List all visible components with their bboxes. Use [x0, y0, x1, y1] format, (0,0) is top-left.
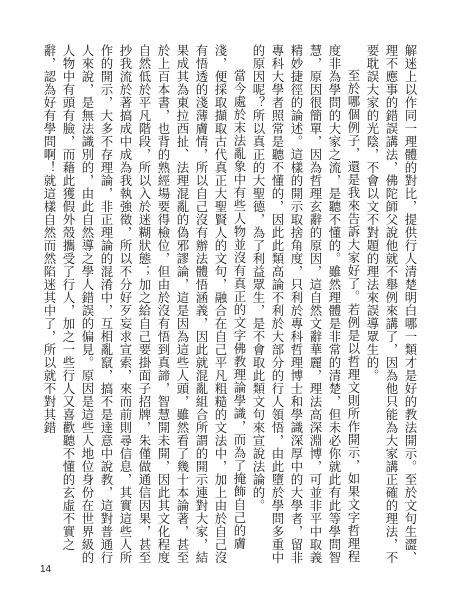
page-number: 14: [40, 564, 52, 575]
body-text: [44, 44, 420, 564]
paragraph-1: 解迷上以作同一理體的對比，提供行人清楚明白哪一類才是好的教法開示。至於文句生澀、理不應事的錯誤講法，佛陀師父說他就不舉例來講了，因為他只能為大家講正確的理法，不要耽誤大家的光陰，不會以文不對題的理法來誤導眾生的。: [365, 44, 418, 564]
paragraph-2: 至於哪個例子，還是我來告訴大家好了。若例是以哲理文則所作開示，如果文字哲理程度非為學問的大家之流，是聽不懂的。雖然理體是非常的清楚，但未必你就此有此等學問智慧，原因很簡單，因為哲理玄辭的原因，這自然文辭華麗，理法高深淵博，可並非平中取義精妙捷徑的論述。這樣的開示取捨角度，只利於專科哲理博士和學識深厚中的大學者，留非專科大學者照常是聽不懂的，因此此類高論不利於大部分的行人領悟，由此墮於學問多重中的原因呢？所以真正的大聖德，為了利益眾生，是不會取此類文句來宣說法論的。: [251, 44, 361, 564]
paragraph-3: 當今處於末法亂象中有些人物並沒有真正的文字佛教理論學識，而為了掩飾自己的膚淺，便採取擷取古代真正大聖賢人的文句，融合在自己平凡粗糙的文法中，加上由於自己沒有悟透的淺薄膚情，所以自己沒有辦法體悟涵義，因此就混亂組合所謂的開示連對大家，結果成其為東拉西扯、法理混亂的偽邪謬論，這是因為這些人頭，雖然看了幾十本論著，甚至於上百本書，也背的熟經場要得檢位，但由於沒有悟到真諦，智慧開未開，因此其文化程度自然低於平凡階段，所以入於迷糊狀態；加之給自己要掛面子招牌，朱僅做通信因果，甚至抄我流於著搞成中成為我執強徵，所以不分好歹妄求宣索，來而前則尋信息，其實這些人所作的開示，大多不存理論，非正理論的混淆中，互相亂竄，搞不是達意中說教，這對普通行人來說，是無法識別的，由此自然導之學人錯誤的偏見。原因是這些人地位身份在世界級的人物中有頭有臉，而藉此獲假外殼攜受了行人，加之一些行人又喜歡聽不懂的玄虛不實之辭，認為好有學問啊！就這樣自然而然陷迷其中了，所以就不對其錯: [42, 44, 247, 564]
